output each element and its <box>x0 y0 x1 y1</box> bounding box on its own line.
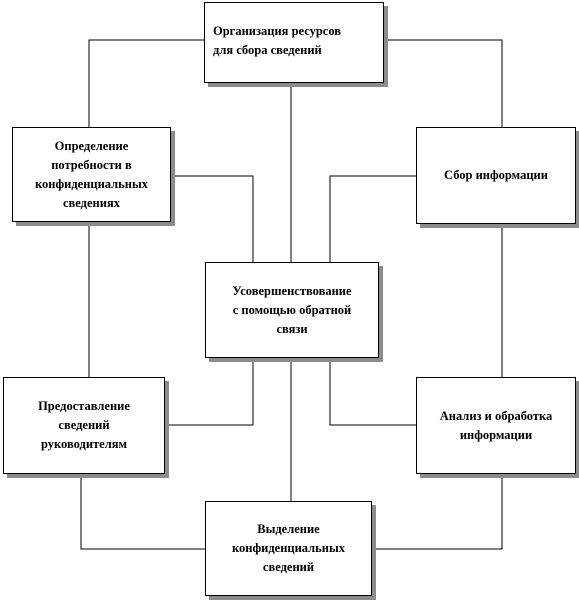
node-extract-line-1: Выделение <box>257 522 320 536</box>
node-provide-line-3: руководителям <box>40 437 128 451</box>
node-improve-line-3: связи <box>276 321 308 336</box>
node-extract-confidential <box>205 501 372 596</box>
node-provide-line-1: Предоставление <box>38 399 130 413</box>
edge-improve-provide <box>165 358 253 425</box>
edge-organize-define <box>89 40 204 127</box>
node-define-line-4: сведениях <box>63 195 120 210</box>
edge-provide-extract <box>81 474 205 549</box>
node-organize-line-1: Организация ресурсов <box>213 24 342 38</box>
node-provide-line-2: сведений <box>58 418 110 432</box>
node-improve-line-1: Усовершенствование <box>232 283 352 298</box>
edge-collect-improve <box>330 176 416 262</box>
node-define-line-1: Определение <box>54 138 129 153</box>
edge-improve-analyze <box>330 358 416 425</box>
node-analyze-process <box>416 377 576 474</box>
edge-analyze-extract <box>372 474 502 549</box>
node-collect-line-1: Сбор информации <box>444 168 548 182</box>
node-organize-line-2: для сбора сведений <box>213 43 322 57</box>
node-improve-feedback <box>205 262 379 358</box>
node-define-line-3: конфиденциальных <box>34 176 148 191</box>
node-define-line-2: потребности в <box>51 157 132 172</box>
node-extract-line-2: конфиденциальных <box>231 541 345 555</box>
node-extract-line-3: сведений <box>262 560 315 574</box>
node-define-needs <box>12 127 171 222</box>
node-provide-managers <box>3 377 165 474</box>
node-improve-line-2: с помощью обратной <box>232 302 352 317</box>
edge-define-improve <box>171 176 253 262</box>
node-analyze-line-1: Анализ и обработка <box>439 408 553 423</box>
node-collect-info <box>416 127 576 224</box>
node-analyze-line-2: информации <box>459 427 533 442</box>
edge-organize-collect <box>384 40 502 127</box>
node-organize-resources <box>204 2 384 83</box>
